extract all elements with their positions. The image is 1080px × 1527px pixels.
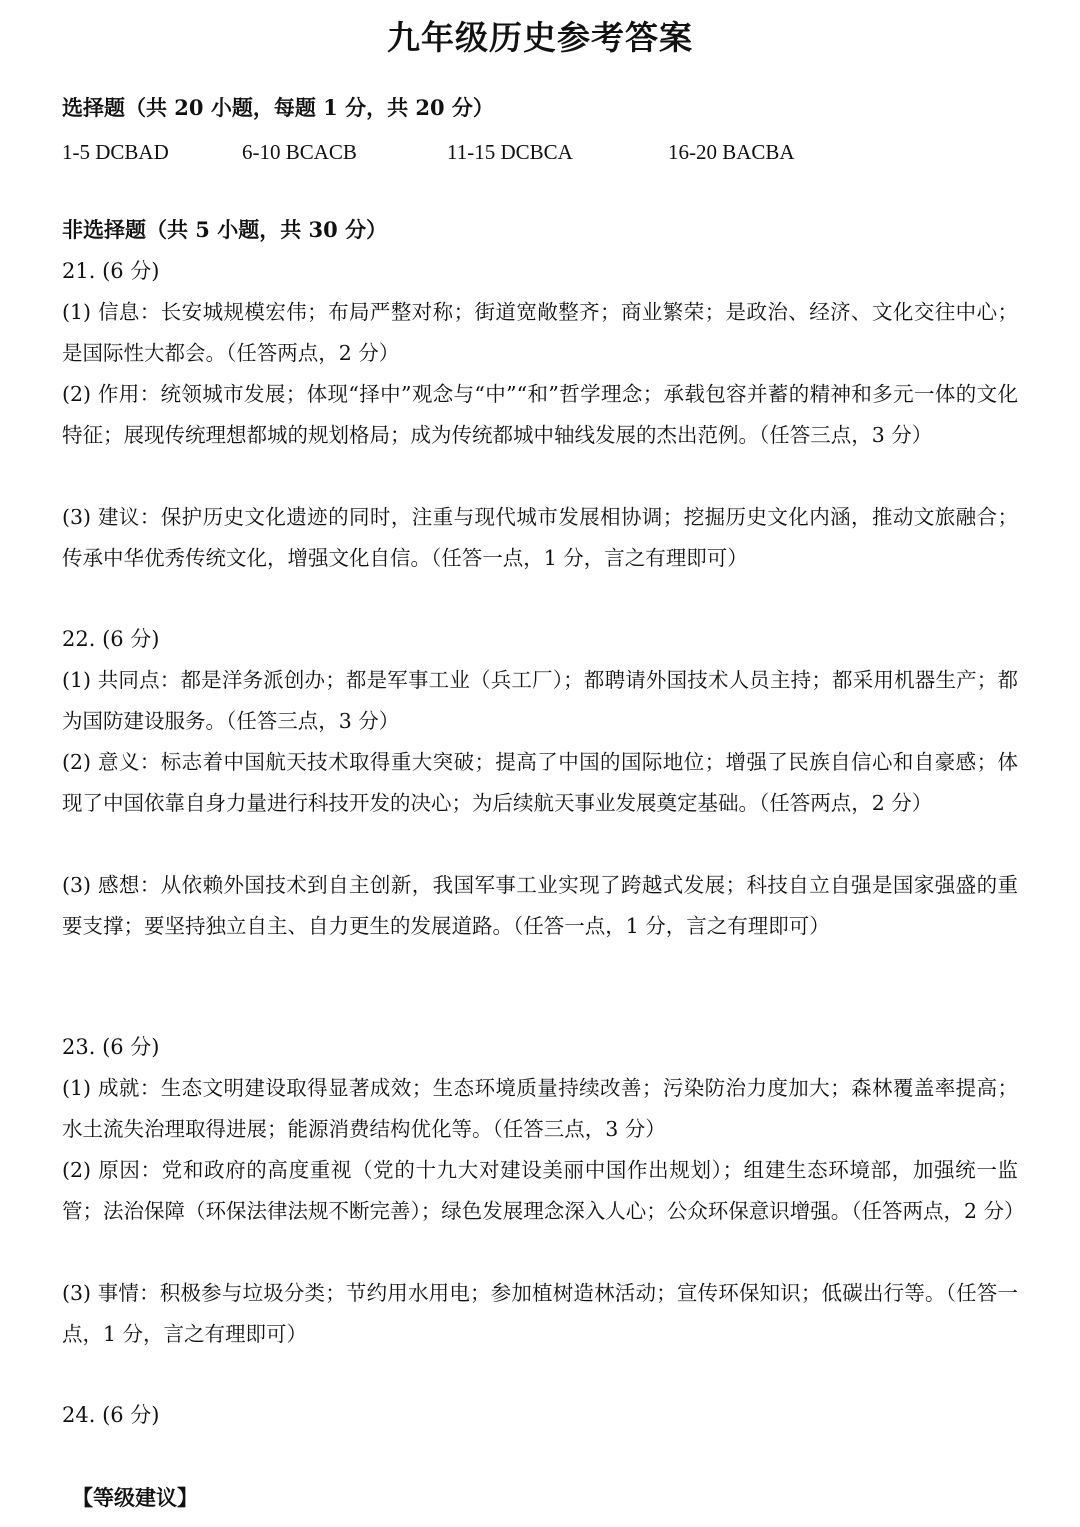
question-23-heading: 23. (6 分): [62, 1035, 160, 1059]
question-23-part-1: (1) 成就：生态文明建设取得显著成效；生态环境质量持续改善；污染防治力度加大；森林覆盖率提高；水土流失治理取得进展；能源消费结构优化等。（任答三点，3 分）: [62, 1076, 1018, 1141]
choice-answers-6-10: 6-10 BCACB: [242, 140, 357, 164]
page-title: 九年级历史参考答案: [387, 18, 693, 57]
question-21-heading: 21. (6 分): [62, 259, 160, 283]
question-24-heading: 24. (6 分): [62, 1403, 160, 1427]
choice-answers-11-15: 11-15 DCBCA: [447, 140, 573, 164]
question-22-part-2: (2) 意义：标志着中国航天技术取得重大突破；提高了中国的国际地位；增强了民族自信心和自豪感；体现了中国依靠自身力量进行科技开发的决心；为后续航天事业发展奠定基础。（任答两点，2 分）: [62, 750, 1018, 815]
choice-answers-16-20: 16-20 BACBA: [668, 140, 795, 164]
question-23-part-3: (3) 事情：积极参与垃圾分类；节约用水用电；参加植树造林活动；宣传环保知识；低碳出行等。（任答一点，1 分，言之有理即可）: [62, 1281, 1018, 1346]
question-21-part-2: (2) 作用：统领城市发展；体现“择中”观念与“中”“和”哲学理念；承载包容并蓄的精神和多元一体的文化特征；展现传统理想都城的规划格局；成为传统都城中轴线发展的杰出范例。（任答三点，3 分）: [62, 382, 1018, 447]
question-21-part-3: (3) 建议：保护历史文化遗迹的同时，注重与现代城市发展相协调；挖掘历史文化内涵，推动文旅融合；传承中华优秀传统文化，增强文化自信。（任答一点，1 分，言之有理即可）: [62, 505, 1018, 570]
grade-suggestion-label: 【等级建议】: [72, 1485, 198, 1510]
choice-answers-row: [62, 137, 1022, 167]
choice-answers-1-5: 1-5 DCBAD: [62, 140, 169, 164]
nonchoice-section-heading: 非选择题（共 5 小题，共 30 分）: [62, 217, 388, 242]
question-23-part-2: (2) 原因：党和政府的高度重视（党的十九大对建设美丽中国作出规划）；组建生态环境部，加强统一监管；法治保障（环保法律法规不断完善）；绿色发展理念深入人心；公众环保意识增强。（任答两点，2 分）: [62, 1158, 1025, 1223]
question-21-part-1: (1) 信息：长安城规模宏伟；布局严整对称；街道宽敞整齐；商业繁荣；是政治、经济、文化交往中心；是国际性大都会。（任答两点，2 分）: [62, 300, 1018, 365]
question-22-part-3: (3) 感想：从依赖外国技术到自主创新，我国军事工业实现了跨越式发展；科技自立自强是国家强盛的重要支撑；要坚持独立自主、自力更生的发展道路。（任答一点，1 分，言之有理即可）: [62, 873, 1018, 938]
question-22-heading: 22. (6 分): [62, 627, 160, 651]
choice-section-heading: 选择题（共 20 小题，每题 1 分，共 20 分）: [62, 95, 494, 120]
question-22-part-1: (1) 共同点：都是洋务派创办；都是军事工业（兵工厂）；都聘请外国技术人员主持；都采用机器生产；都为国防建设服务。（任答三点，3 分）: [62, 668, 1018, 733]
